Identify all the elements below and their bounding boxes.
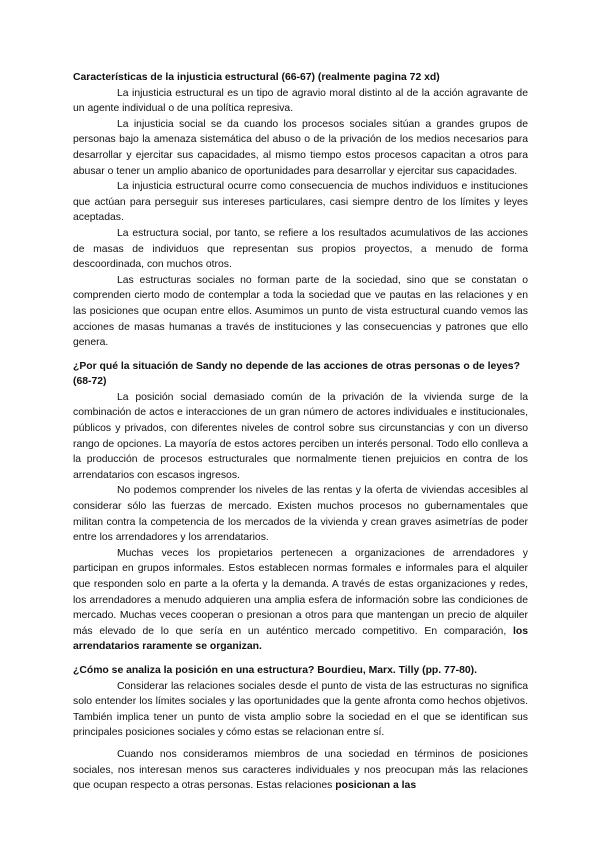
section-heading: ¿Cómo se analiza la posición en una estructura? Bourdieu, Marx. Tilly (pp. 77-80). bbox=[73, 664, 477, 676]
paragraph: No podemos comprender los niveles de las rentas y la oferta de viviendas accesibles al considerar sólo las fuerzas de mercado. Existen muchos procesos no gubernamentales que militan contra la competencia de los mercados de la vivienda y crean graves asimetrías de poder entre los arrendadores y los arrendatarios. bbox=[73, 485, 528, 544]
paragraph-bold-text: posicionan a las bbox=[335, 780, 417, 792]
paragraph: Las estructuras sociales no forman parte de la sociedad, sino que se constatan o comprenden cierto modo de contemplar a toda la sociedad que ve pautas en las relaciones y en las posiciones que ocupan entre ellos. Asumimos un punto de vista estructural cuando vemos las acciones de masas humanas a través de instituciones y las consecuencias y patrones que ello genera. bbox=[73, 274, 528, 349]
section-heading: Características de la injusticia estructural (66-67) (realmente pagina 72 xd) bbox=[73, 72, 440, 83]
paragraph bbox=[73, 747, 528, 794]
paragraph: La injusticia estructural es un tipo de agravio moral distinto al de la acción agravante de un agente individual o de una política represiva. bbox=[73, 87, 528, 115]
paragraph bbox=[73, 546, 528, 655]
section-heading: ¿Por qué la situación de Sandy no depende de las acciones de otras personas o de leyes? (68-72) bbox=[73, 360, 520, 388]
paragraph: La posición social demasiado común de la privación de la vivienda surge de la combinación de actos e interacciones de un gran número de actores individuales e institucionales, públicos y privados, con diferentes niveles de control sobre sus circunstancias y con un diverso rango de opciones. La mayoría de estos actores perciben un interés personal. Todo ello conlleva a la producción de procesos estructurales que normalmente tienen prejuicios en contra de los arrendatarios con escasos ingresos. bbox=[73, 391, 528, 481]
paragraph: Considerar las relaciones sociales desde el punto de vista de las estructuras no significa solo entender los límites sociales y las oportunidades que la gente afronta como hechos objetivos. También implica tener un punto de vista amplio sobre la sociedad en el que se identifican sus principales posiciones sociales y cómo estas se relacionan entre sí. bbox=[73, 680, 528, 739]
section-injusticia-estructural bbox=[73, 70, 528, 351]
paragraph: La injusticia estructural ocurre como consecuencia de muchos individuos e instituciones que actúan para perseguir sus intereses particulares, casi siempre dentro de los límites y leyes aceptadas. bbox=[73, 181, 528, 224]
paragraph-text: Cuando nos consideramos miembros de una sociedad en términos de posiciones sociales, nos interesan menos sus caracteres individuales y nos preocupan más las relaciones que ocupan respecto a otras personas. Estas relaciones bbox=[73, 748, 528, 792]
paragraph: La injusticia social se da cuando los procesos sociales sitúan a grandes grupos de personas bajo la amenaza sistemática del abuso o de la privación de los medios necesarios para desarrollar y ejercitar sus capacidades, al mismo tiempo estos procesos capacitan a otros para abusar o tener un amplio abanico de oportunidades para desarrollar y ejercitar sus capacidades. bbox=[73, 118, 528, 177]
section-situacion-sandy bbox=[73, 359, 528, 655]
paragraph-text: Muchas veces los propietarios pertenecen a organizaciones de arrendadores y participan en grupos informales. Estos establecen normas formales e informales para el alquiler que responden solo en parte a la oferta y la demanda. A través de estas organizaciones y redes, los arrendadores a menudo adquieren una amplia esfera de información sobre las condiciones de mercado. Muchas veces cooperan o presionan a otros para que mantengan un precio de alquiler más elevado de lo que sería en un auténtico mercado competitivo. En comparación, bbox=[73, 547, 528, 637]
paragraph: La estructura social, por tanto, se refiere a los resultados acumulativos de las acciones de masas de individuos que representan sus propios proyectos, a menudo de forma descoordinada, con muchos otros. bbox=[73, 227, 528, 271]
paragraph-bold-text: los arrendatarios raramente se organizan. bbox=[73, 625, 528, 653]
section-posicion-estructura bbox=[73, 663, 528, 794]
